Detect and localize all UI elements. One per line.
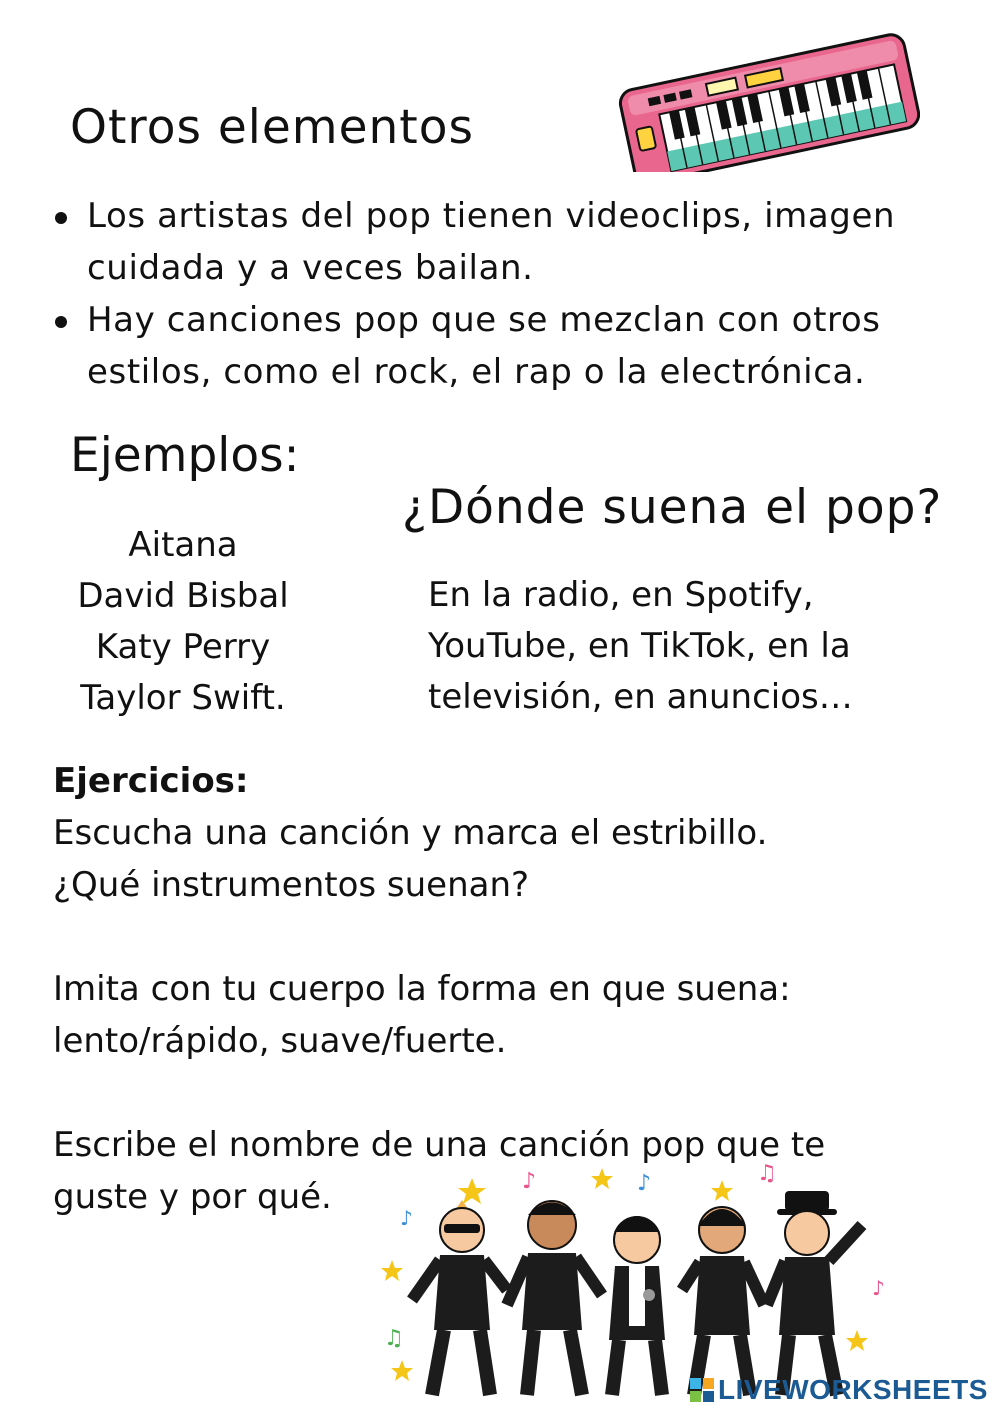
- exercises-block: [53, 755, 953, 1223]
- brand-text: LIVEWORKSHEETS: [718, 1374, 988, 1405]
- svg-text:♫: ♫: [757, 1161, 777, 1186]
- dancers-illustration: [372, 1160, 892, 1405]
- exercise-line: Escucha una canción y marca el estribillo.: [53, 813, 768, 853]
- artist-name: David Bisbal: [77, 576, 289, 616]
- exercise-line: ¿Qué instrumentos suenan?: [53, 865, 530, 905]
- list-item: Hay canciones pop que se mezclan con otros estilos, como el rock, el rap o la electrónica.: [50, 294, 950, 398]
- section-title-otros: Otros elementos: [70, 100, 474, 155]
- svg-text:♪: ♪: [637, 1171, 652, 1196]
- section-title-ejemplos: Ejemplos:: [70, 428, 300, 483]
- where-text: En la radio, en Spotify, YouTube, en TikTok, en la televisión, en anuncios…: [428, 575, 853, 717]
- svg-text:♪: ♪: [522, 1169, 537, 1194]
- artist-name: Katy Perry: [95, 627, 271, 667]
- characteristics-list: [50, 190, 950, 398]
- exercise-line: lento/rápido, suave/fuerte.: [53, 1021, 507, 1061]
- spacer: [53, 911, 953, 963]
- liveworksheets-logo-icon: [690, 1378, 714, 1402]
- keyboard-illustration: [610, 22, 920, 172]
- svg-text:♪: ♪: [400, 1206, 413, 1230]
- exercises-title: Ejercicios:: [53, 761, 249, 801]
- artist-name: Aitana: [128, 525, 238, 565]
- list-item: Los artistas del pop tienen videoclips, imagen cuidada y a veces bailan.: [50, 190, 950, 294]
- artist-list: [48, 520, 318, 724]
- exercise-line: Escribe el nombre de una canción pop que te: [53, 1125, 826, 1165]
- svg-text:♪: ♪: [872, 1276, 885, 1300]
- artist-name: Taylor Swift.: [80, 678, 286, 718]
- exercise-line: guste y por qué.: [53, 1177, 332, 1217]
- exercise-line: Imita con tu cuerpo la forma en que suena:: [53, 969, 791, 1009]
- svg-text:♫: ♫: [384, 1326, 404, 1351]
- brand-logo: [690, 1372, 988, 1408]
- spacer: [53, 1067, 953, 1119]
- section-title-donde: ¿Dónde suena el pop?: [402, 480, 943, 535]
